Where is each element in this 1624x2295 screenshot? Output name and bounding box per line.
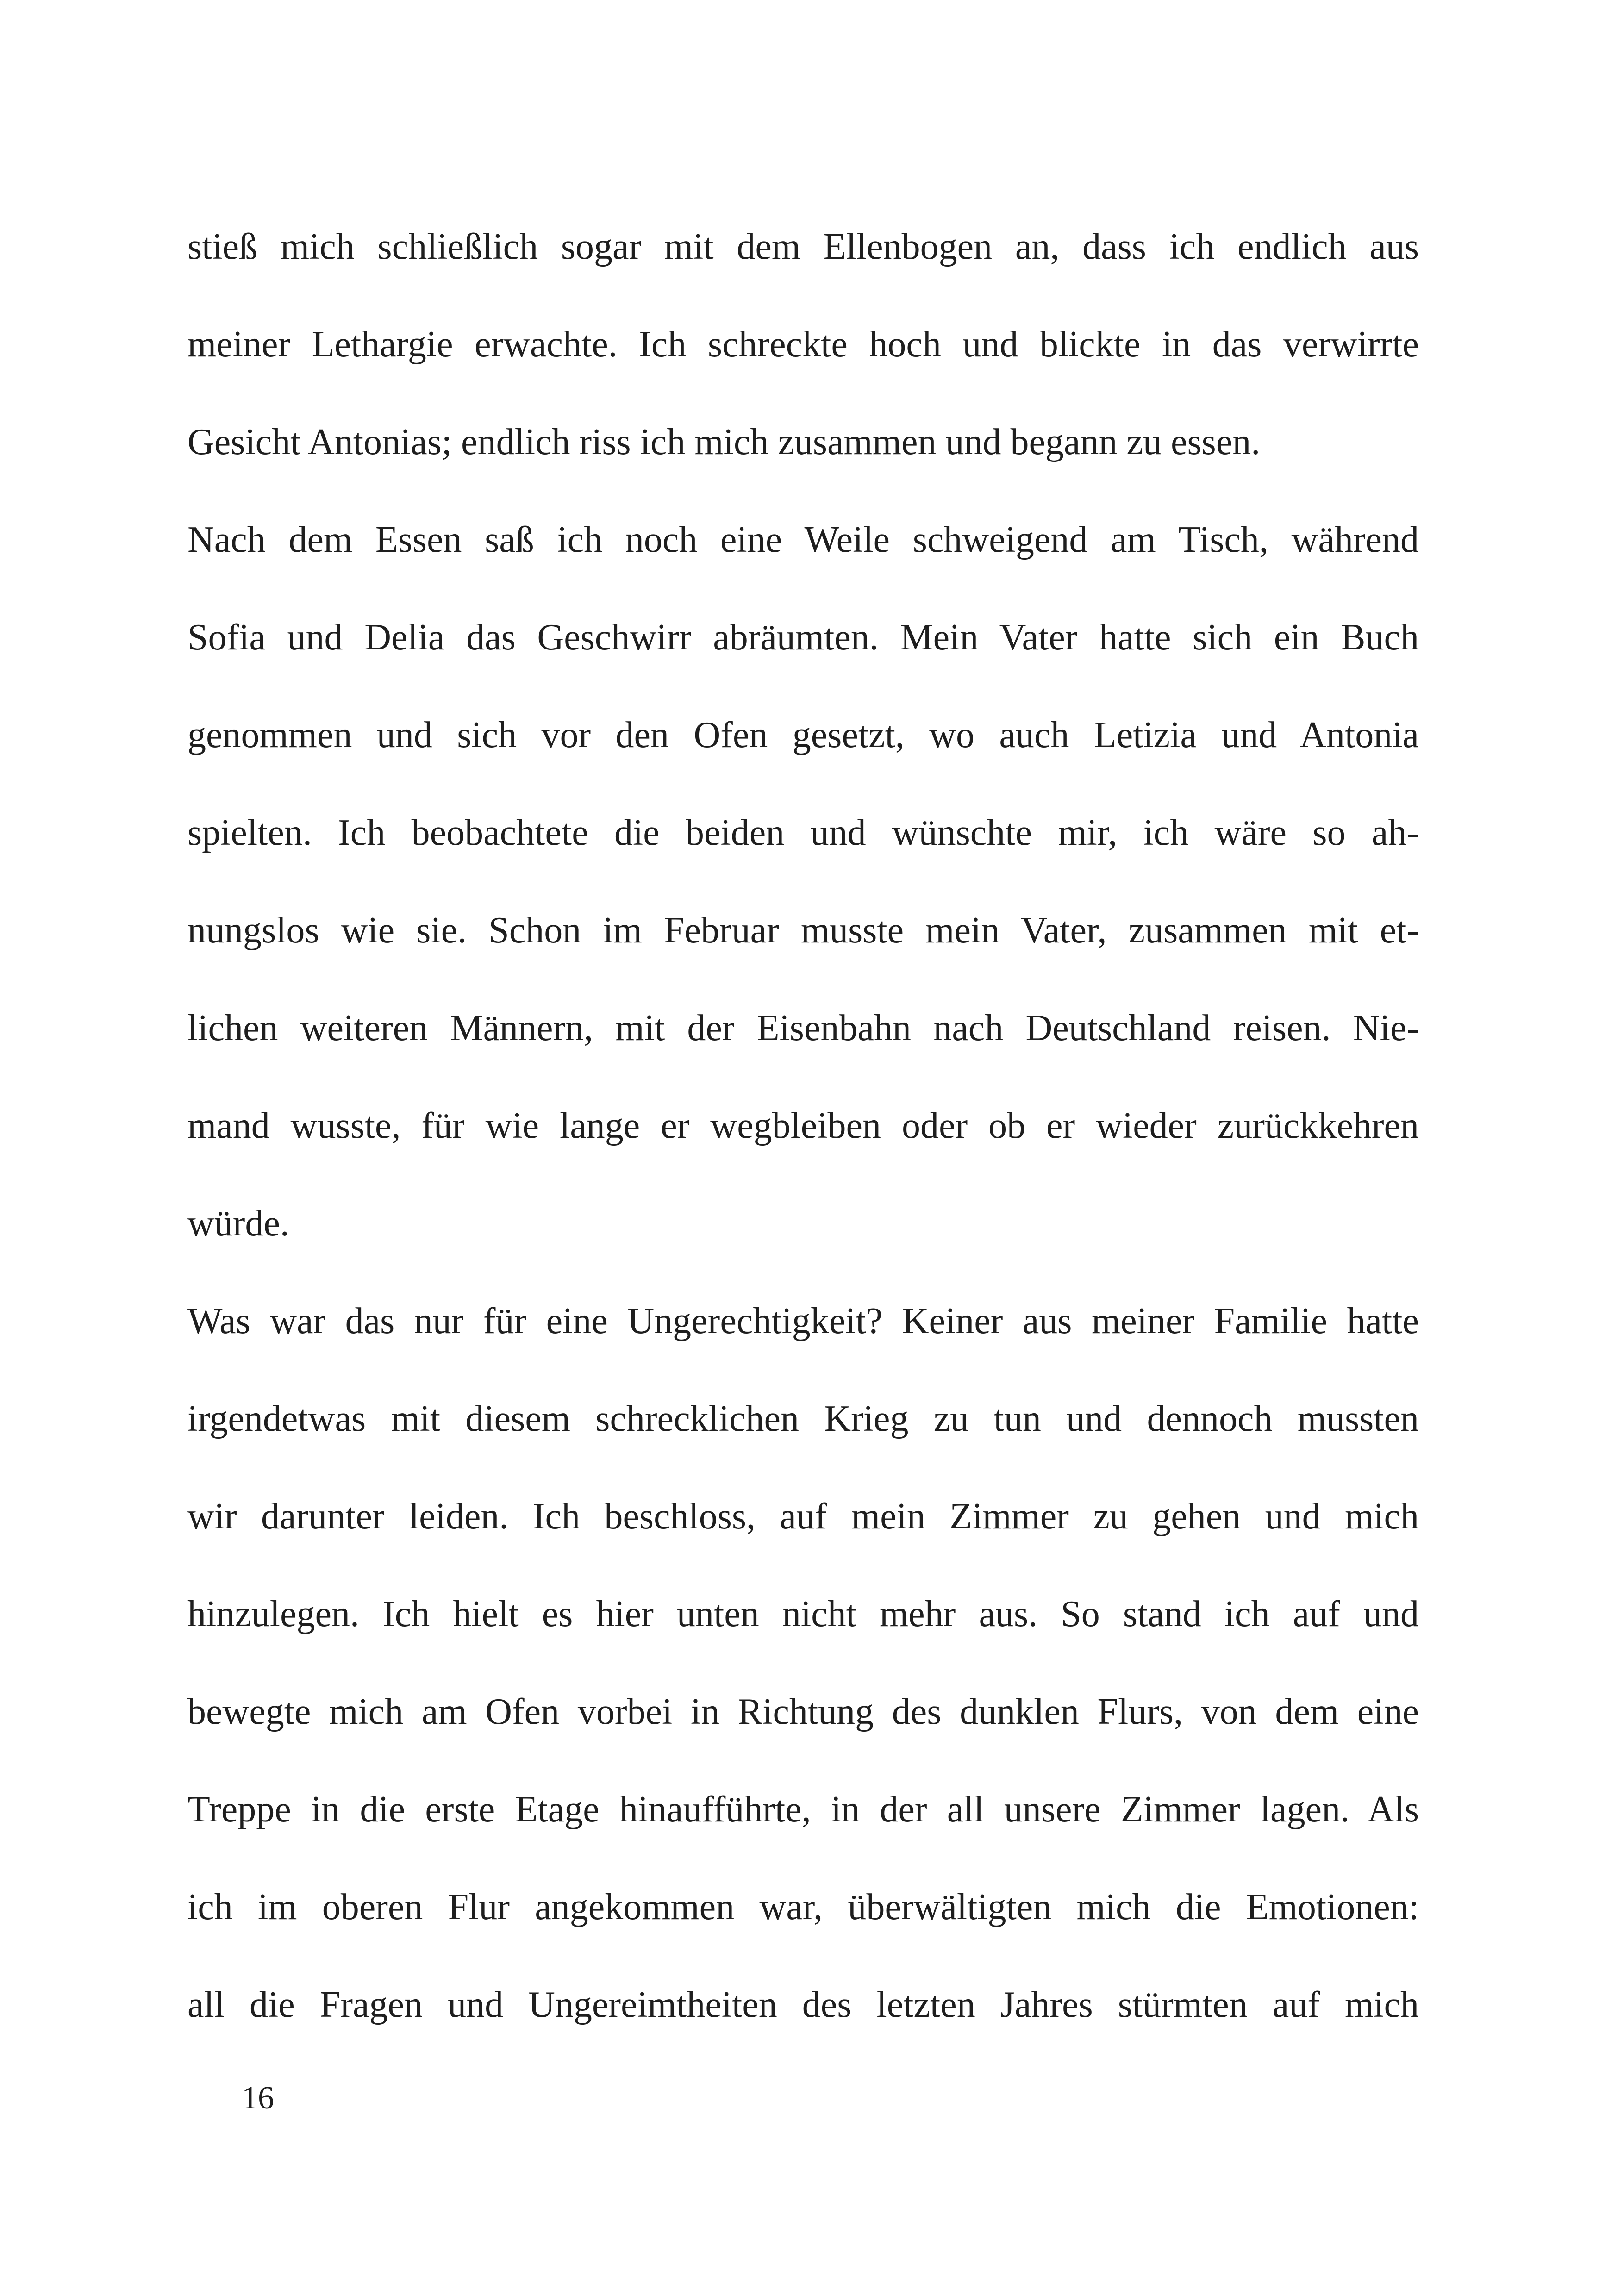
text-line: ich im oberen Flur angekommen war, überwältigten mich die Emotionen: bbox=[187, 1887, 1419, 1927]
text-line: stieß mich schließlich sogar mit dem Ellenbogen an, dass ich endlich aus bbox=[187, 226, 1419, 267]
text-line: Was war das nur für eine Ungerechtigkeit? Keiner aus meiner Familie hatte bbox=[187, 1301, 1419, 1341]
text-line: all die Fragen und Ungereimtheiten des letzten Jahres stürmten auf mich bbox=[187, 1984, 1419, 2025]
text-line: lichen weiteren Männern, mit der Eisenbahn nach Deutschland reisen. Nie- bbox=[187, 1008, 1419, 1048]
text-line: mand wusste, für wie lange er wegbleiben oder ob er wieder zurückkehren bbox=[187, 1105, 1419, 1146]
text-line: hinzulegen. Ich hielt es hier unten nicht mehr aus. So stand ich auf und bbox=[187, 1594, 1419, 1634]
body-text bbox=[187, 198, 1419, 2054]
text-line: meiner Lethargie erwachte. Ich schreckte hoch und blickte in das verwirrte bbox=[187, 324, 1419, 365]
text-line: Treppe in die erste Etage hinaufführte, in der all unsere Zimmer lagen. Als bbox=[187, 1789, 1419, 1830]
text-line: genommen und sich vor den Ofen gesetzt, wo auch Letizia und Antonia bbox=[187, 715, 1419, 755]
text-line: Sofia und Delia das Geschwirr abräumten. Mein Vater hatte sich ein Buch bbox=[187, 617, 1419, 658]
text-line: würde. bbox=[187, 1203, 289, 1244]
page-number: 16 bbox=[242, 2080, 274, 2116]
text-line: Gesicht Antonias; endlich riss ich mich zusammen und begann zu essen. bbox=[187, 422, 1261, 462]
text-line: Nach dem Essen saß ich noch eine Weile schweigend am Tisch, während bbox=[187, 519, 1419, 560]
text-line: nungslos wie sie. Schon im Februar musste mein Vater, zusammen mit et- bbox=[187, 910, 1419, 951]
text-line: spielten. Ich beobachtete die beiden und wünschte mir, ich wäre so ah- bbox=[187, 812, 1419, 853]
text-line: bewegte mich am Ofen vorbei in Richtung des dunklen Flurs, von dem eine bbox=[187, 1691, 1419, 1732]
text-line: irgendetwas mit diesem schrecklichen Krieg zu tun und dennoch mussten bbox=[187, 1398, 1419, 1439]
text-line: wir darunter leiden. Ich beschloss, auf mein Zimmer zu gehen und mich bbox=[187, 1496, 1419, 1537]
